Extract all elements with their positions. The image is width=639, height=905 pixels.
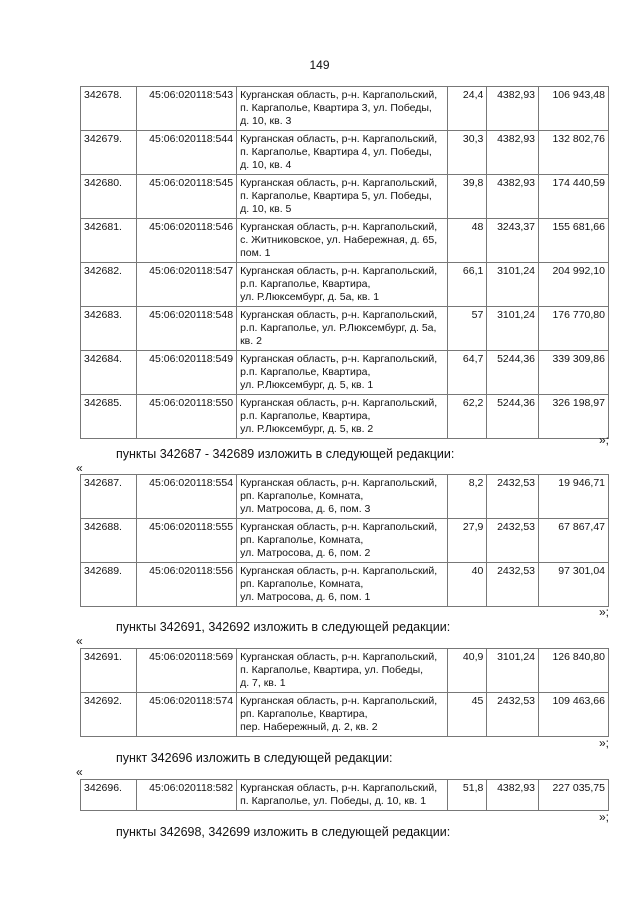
- address-cell: [237, 475, 448, 519]
- item-number-cell: 342692.: [81, 693, 137, 737]
- area-cell: 39,8: [447, 175, 487, 219]
- address-line: рп. Каргаполье, Комната,: [240, 578, 364, 590]
- item-number-cell: 342689.: [81, 563, 137, 607]
- opening-quote: «: [76, 461, 83, 475]
- table-row: [81, 563, 609, 607]
- registry-table: [80, 648, 609, 737]
- address-line: Курганская область, р-н. Каргапольский,: [240, 177, 438, 189]
- opening-quote: «: [76, 765, 83, 779]
- cadastral-number-cell: 45:06:020118:548: [136, 307, 236, 351]
- area-cell: 30,3: [447, 131, 487, 175]
- table-row: [81, 351, 609, 395]
- address-line: ул. Матросова, д. 6, пом. 1: [240, 591, 371, 603]
- area-cell: 66,1: [447, 263, 487, 307]
- address-line: Курганская область, р-н. Каргапольский,: [240, 397, 438, 409]
- cadastral-number-cell: 45:06:020118:574: [136, 693, 236, 737]
- address-line: д. 10, кв. 3: [240, 115, 292, 127]
- address-line: п. Каргаполье, Квартира 4, ул. Победы,: [240, 146, 432, 158]
- address-line: д. 10, кв. 5: [240, 203, 292, 215]
- address-line: Курганская область, р-н. Каргапольский,: [240, 353, 438, 365]
- closing-quote: »;: [598, 736, 609, 750]
- cadastral-number-cell: 45:06:020118:547: [136, 263, 236, 307]
- address-cell: [237, 351, 448, 395]
- area-cell: 51,8: [447, 780, 487, 811]
- address-line: д. 10, кв. 4: [240, 159, 292, 171]
- cadastral-cost-cell: 326 198,97: [539, 395, 609, 439]
- address-line: п. Каргаполье, ул. Победы, д. 10, кв. 1: [240, 795, 427, 807]
- cadastral-cost-cell: 204 992,10: [539, 263, 609, 307]
- address-line: Курганская область, р-н. Каргапольский,: [240, 133, 438, 145]
- area-cell: 27,9: [447, 519, 487, 563]
- table-row: [81, 87, 609, 131]
- address-line: р.п. Каргаполье, Квартира,: [240, 366, 371, 378]
- cadastral-cost-cell: 19 946,71: [539, 475, 609, 519]
- table-row: [81, 475, 609, 519]
- address-line: пер. Набережный, д. 2, кв. 2: [240, 721, 378, 733]
- unit-price-cell: 4382,93: [487, 87, 539, 131]
- cadastral-cost-cell: 132 802,76: [539, 131, 609, 175]
- item-number-cell: 342687.: [81, 475, 137, 519]
- cadastral-number-cell: 45:06:020118:549: [136, 351, 236, 395]
- address-line: Курганская область, р-н. Каргапольский,: [240, 221, 438, 233]
- address-line: рп. Каргаполье, Квартира,: [240, 708, 368, 720]
- address-line: Курганская область, р-н. Каргапольский,: [240, 477, 438, 489]
- item-number-cell: 342680.: [81, 175, 137, 219]
- address-line: Курганская область, р-н. Каргапольский,: [240, 521, 438, 533]
- address-line: р.п. Каргаполье, ул. Р.Люксембург, д. 5а,: [240, 322, 437, 334]
- address-line: ул. Матросова, д. 6, пом. 3: [240, 503, 371, 515]
- cadastral-number-cell: 45:06:020118:546: [136, 219, 236, 263]
- area-cell: 40: [447, 563, 487, 607]
- item-number-cell: 342685.: [81, 395, 137, 439]
- unit-price-cell: 3101,24: [487, 263, 539, 307]
- closing-quote: »;: [598, 810, 609, 824]
- address-line: ул. Р.Люксембург, д. 5а, кв. 1: [240, 291, 380, 303]
- cadastral-number-cell: 45:06:020118:556: [136, 563, 236, 607]
- cadastral-cost-cell: 174 440,59: [539, 175, 609, 219]
- item-number-cell: 342684.: [81, 351, 137, 395]
- address-cell: [237, 87, 448, 131]
- address-line: р.п. Каргаполье, Квартира,: [240, 410, 371, 422]
- registry-table: [80, 86, 609, 439]
- address-line: р.п. Каргаполье, Квартира,: [240, 278, 371, 290]
- address-line: Курганская область, р-н. Каргапольский,: [240, 89, 438, 101]
- cadastral-number-cell: 45:06:020118:569: [136, 649, 236, 693]
- unit-price-cell: 3101,24: [487, 649, 539, 693]
- cadastral-cost-cell: 339 309,86: [539, 351, 609, 395]
- registry-table: [80, 779, 609, 811]
- address-cell: [237, 219, 448, 263]
- address-line: Курганская область, р-н. Каргапольский,: [240, 782, 438, 794]
- address-line: п. Каргаполье, Квартира 3, ул. Победы,: [240, 102, 432, 114]
- area-cell: 40,9: [447, 649, 487, 693]
- closing-quote: »;: [598, 433, 609, 447]
- address-line: ул. Р.Люксембург, д. 5, кв. 2: [240, 423, 374, 435]
- address-cell: [237, 263, 448, 307]
- cadastral-number-cell: 45:06:020118:555: [136, 519, 236, 563]
- area-cell: 62,2: [447, 395, 487, 439]
- amendment-instruction: пункт 342696 изложить в следующей редакции:: [116, 751, 393, 765]
- cadastral-cost-cell: 155 681,66: [539, 219, 609, 263]
- area-cell: 64,7: [447, 351, 487, 395]
- unit-price-cell: 2432,53: [487, 563, 539, 607]
- address-cell: [237, 175, 448, 219]
- address-line: кв. 2: [240, 335, 262, 347]
- address-cell: [237, 693, 448, 737]
- cadastral-number-cell: 45:06:020118:550: [136, 395, 236, 439]
- item-number-cell: 342683.: [81, 307, 137, 351]
- unit-price-cell: 3243,37: [487, 219, 539, 263]
- address-line: Курганская область, р-н. Каргапольский,: [240, 565, 438, 577]
- table-row: [81, 219, 609, 263]
- item-number-cell: 342679.: [81, 131, 137, 175]
- cadastral-number-cell: 45:06:020118:543: [136, 87, 236, 131]
- unit-price-cell: 5244,36: [487, 351, 539, 395]
- cadastral-number-cell: 45:06:020118:545: [136, 175, 236, 219]
- table-row: [81, 263, 609, 307]
- address-line: д. 7, кв. 1: [240, 677, 286, 689]
- address-cell: [237, 563, 448, 607]
- unit-price-cell: 2432,53: [487, 693, 539, 737]
- area-cell: 24,4: [447, 87, 487, 131]
- area-cell: 8,2: [447, 475, 487, 519]
- unit-price-cell: 4382,93: [487, 780, 539, 811]
- item-number-cell: 342688.: [81, 519, 137, 563]
- item-number-cell: 342682.: [81, 263, 137, 307]
- cadastral-cost-cell: 176 770,80: [539, 307, 609, 351]
- table-row: [81, 780, 609, 811]
- address-cell: [237, 649, 448, 693]
- table-row: [81, 395, 609, 439]
- table-row: [81, 175, 609, 219]
- address-line: рп. Каргаполье, Комната,: [240, 534, 364, 546]
- unit-price-cell: 5244,36: [487, 395, 539, 439]
- cadastral-number-cell: 45:06:020118:554: [136, 475, 236, 519]
- address-line: п. Каргаполье, Квартира 5, ул. Победы,: [240, 190, 432, 202]
- cadastral-cost-cell: 126 840,80: [539, 649, 609, 693]
- cadastral-cost-cell: 67 867,47: [539, 519, 609, 563]
- address-line: Курганская область, р-н. Каргапольский,: [240, 265, 438, 277]
- item-number-cell: 342696.: [81, 780, 137, 811]
- cadastral-number-cell: 45:06:020118:544: [136, 131, 236, 175]
- unit-price-cell: 2432,53: [487, 475, 539, 519]
- item-number-cell: 342681.: [81, 219, 137, 263]
- address-line: Курганская область, р-н. Каргапольский,: [240, 695, 438, 707]
- address-line: ул. Р.Люксембург, д. 5, кв. 1: [240, 379, 374, 391]
- table-row: [81, 519, 609, 563]
- address-line: п. Каргаполье, Квартира, ул. Победы,: [240, 664, 424, 676]
- table-row: [81, 649, 609, 693]
- table-row: [81, 307, 609, 351]
- table-row: [81, 693, 609, 737]
- address-line: пом. 1: [240, 247, 271, 259]
- address-line: с. Житниковское, ул. Набережная, д. 65,: [240, 234, 438, 246]
- table-row: [81, 131, 609, 175]
- closing-quote: »;: [598, 605, 609, 619]
- area-cell: 45: [447, 693, 487, 737]
- item-number-cell: 342691.: [81, 649, 137, 693]
- address-line: рп. Каргаполье, Комната,: [240, 490, 364, 502]
- address-line: Курганская область, р-н. Каргапольский,: [240, 651, 438, 663]
- unit-price-cell: 4382,93: [487, 175, 539, 219]
- item-number-cell: 342678.: [81, 87, 137, 131]
- address-cell: [237, 395, 448, 439]
- amendment-instruction: пункты 342698, 342699 изложить в следующей редакции:: [116, 825, 451, 839]
- cadastral-cost-cell: 109 463,66: [539, 693, 609, 737]
- amendment-instruction: пункты 342687 - 342689 изложить в следующей редакции:: [116, 447, 455, 461]
- address-cell: [237, 307, 448, 351]
- area-cell: 57: [447, 307, 487, 351]
- address-cell: [237, 780, 448, 811]
- area-cell: 48: [447, 219, 487, 263]
- cadastral-cost-cell: 106 943,48: [539, 87, 609, 131]
- unit-price-cell: 3101,24: [487, 307, 539, 351]
- address-line: Курганская область, р-н. Каргапольский,: [240, 309, 438, 321]
- cadastral-number-cell: 45:06:020118:582: [136, 780, 236, 811]
- unit-price-cell: 2432,53: [487, 519, 539, 563]
- address-cell: [237, 519, 448, 563]
- registry-table: [80, 474, 609, 607]
- amendment-instruction: пункты 342691, 342692 изложить в следующей редакции:: [116, 620, 451, 634]
- address-cell: [237, 131, 448, 175]
- page-number: 149: [309, 58, 330, 72]
- opening-quote: «: [76, 634, 83, 648]
- unit-price-cell: 4382,93: [487, 131, 539, 175]
- cadastral-cost-cell: 97 301,04: [539, 563, 609, 607]
- cadastral-cost-cell: 227 035,75: [539, 780, 609, 811]
- address-line: ул. Матросова, д. 6, пом. 2: [240, 547, 371, 559]
